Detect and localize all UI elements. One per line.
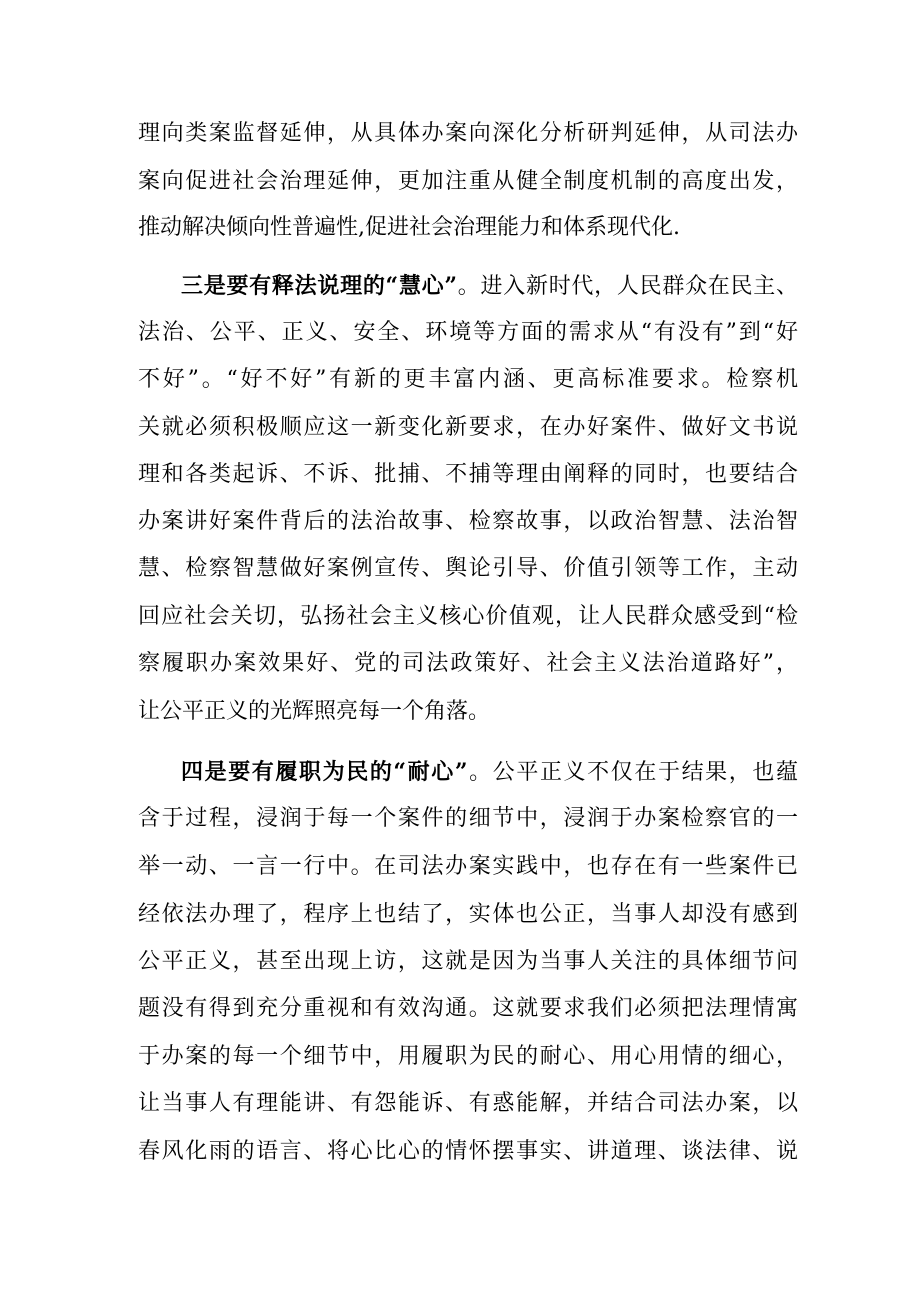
paragraph-2-line-7: 慧、检察智慧做好案例宣传、舆论引导、价值引领等工作，主动 (138, 556, 798, 581)
paragraph-2-line-3: 不好”。“好不好”有新的更丰富内涵、更高标准要求。检察机 (138, 367, 798, 392)
paragraph-2-line-10: 让公平正义的光辉照亮每一个角落。 (138, 699, 491, 724)
paragraph-3-line-9: 春风化雨的语言、将心比心的情怀摆事实、讲道理、谈法律、说 (138, 1139, 798, 1164)
paragraph-1-line-3: 推动解决倾向性普遍性,促进社会治理能力和体系现代化. (138, 215, 680, 240)
paragraph-2-line-2: 法治、公平、正义、安全、环境等方面的需求从“有没有”到“好 (138, 320, 798, 345)
paragraph-2-line-1 (181, 264, 798, 308)
paragraph-3-line-3: 举一动、一言一行中。在司法办案实践中，也存在有一些案件已 (138, 854, 798, 879)
paragraph-2-first-line-text: 。进入新时代，人民群众在民主、 (457, 274, 798, 299)
paragraph-3-first-line-text: 。公平正义不仅在于结果，也蕴 (467, 760, 798, 785)
paragraph-3-line-8: 让当事人有理能讲、有怨能诉、有惑能解，并结合司法办案，以 (138, 1091, 798, 1116)
paragraph-2-line-8: 回应社会关切，弘扬社会主义核心价值观，让人民群众感受到“检 (138, 604, 798, 629)
paragraph-3-line-1 (181, 750, 798, 794)
paragraph-2-line-6: 办案讲好案件背后的法治故事、检察故事，以政治智慧、法治智 (138, 509, 798, 534)
paragraph-3-line-5: 公平正义，甚至出现上访，这就是因为当事人关注的具体细节问 (138, 949, 798, 974)
paragraph-1-line-1: 理向类案监督延伸，从具体办案向深化分析研判延伸，从司法办 (138, 121, 798, 146)
paragraph-2-heading: 三是要有释法说理的“慧心” (181, 273, 458, 299)
paragraph-2-line-9: 察履职办案效果好、党的司法政策好、社会主义法治道路好”， (138, 651, 798, 676)
paragraph-3-line-4: 经依法办理了，程序上也结了，实体也公正，当事人却没有感到 (138, 902, 798, 927)
paragraph-3-line-6: 题没有得到充分重视和有效沟通。这就要求我们必须把法理情寓 (138, 996, 798, 1021)
paragraph-3-heading: 四是要有履职为民的“耐心” (181, 759, 468, 785)
paragraph-3-line-2: 含于过程，浸润于每一个案件的细节中，浸润于办案检察官的一 (138, 806, 798, 831)
paragraph-2-line-5: 理和各类起诉、不诉、批捕、不捕等理由阐释的同时，也要结合 (138, 462, 798, 487)
paragraph-3-line-7: 于办案的每一个细节中，用履职为民的耐心、用心用情的细心， (138, 1044, 798, 1069)
paragraph-1-line-2: 案向促进社会治理延伸，更加注重从健全制度机制的高度出发， (138, 169, 798, 194)
paragraph-2-line-4: 关就必须积极顺应这一新变化新要求，在办好案件、做好文书说 (138, 415, 798, 440)
